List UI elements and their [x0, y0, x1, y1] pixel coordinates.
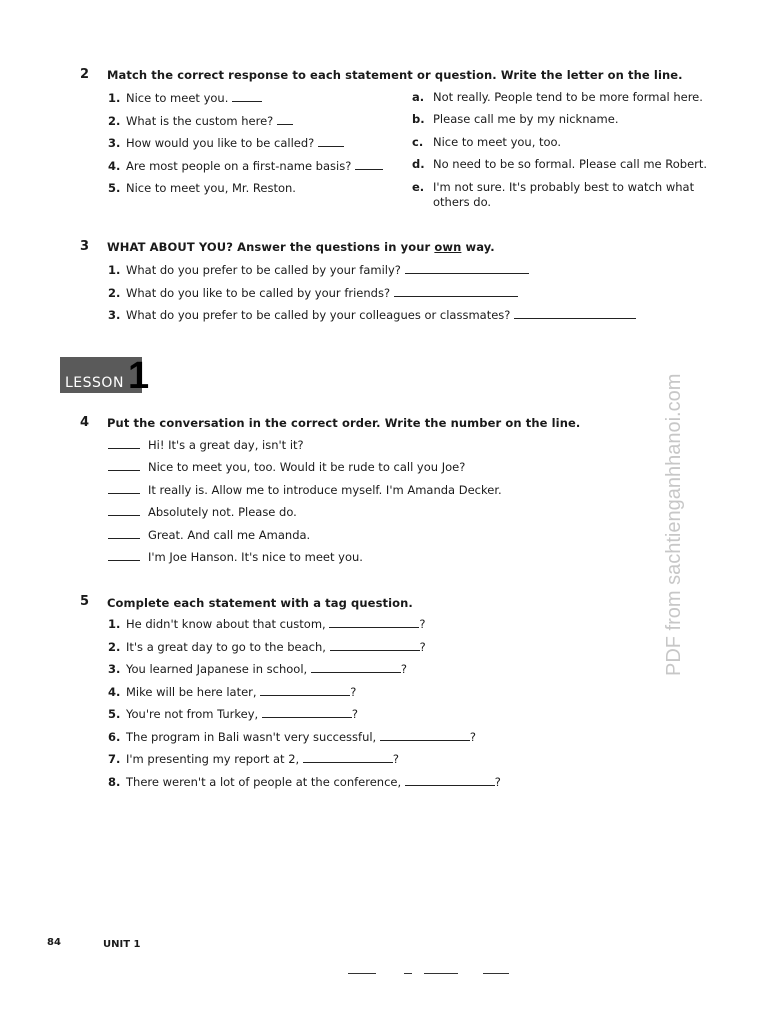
exercise-number: 2: [80, 67, 90, 82]
tag-question-item: 4. Mike will be here later, ?: [108, 685, 357, 699]
exercise-instruction: Put the conversation in the correct order. Write the number on the line.: [107, 416, 581, 430]
conversation-item: Hi! It's a great day, isn't it?: [108, 438, 304, 452]
order-blank[interactable]: [108, 483, 140, 494]
answer-blank[interactable]: [277, 114, 293, 125]
scan-mark: [404, 973, 412, 974]
response-item: a. Not really. People tend to be more formal here.: [412, 90, 703, 104]
answer-blank[interactable]: [303, 752, 393, 763]
answer-blank[interactable]: [311, 662, 401, 673]
lesson-header: [60, 355, 150, 397]
answer-blank[interactable]: [380, 730, 470, 741]
conversation-item: Great. And call me Amanda.: [108, 528, 310, 542]
answer-blank[interactable]: [262, 707, 352, 718]
exercise-instruction: Complete each statement with a tag question.: [107, 596, 413, 610]
answer-blank[interactable]: [260, 685, 350, 696]
order-blank[interactable]: [108, 505, 140, 516]
match-item: 2. What is the custom here?: [108, 114, 293, 128]
answer-blank[interactable]: [329, 617, 419, 628]
tag-question-item: 3. You learned Japanese in school, ?: [108, 662, 407, 676]
exercise-number: 3: [80, 239, 90, 254]
conversation-item: Absolutely not. Please do.: [108, 505, 297, 519]
exercise-number: 4: [80, 415, 90, 430]
exercise-instruction: WHAT ABOUT YOU? Answer the questions in your own way.: [107, 240, 495, 254]
response-item: e. I'm not sure. It's probably best to watch what: [412, 180, 695, 194]
lesson-label: LESSON: [65, 375, 124, 391]
question-item: 2. What do you like to be called by your friends?: [108, 286, 518, 300]
conversation-item: I'm Joe Hanson. It's nice to meet you.: [108, 550, 363, 564]
answer-line[interactable]: [405, 263, 529, 274]
answer-blank[interactable]: [318, 136, 344, 147]
match-item: 4. Are most people on a first-name basis?: [108, 159, 383, 173]
tag-question-item: 7. I'm presenting my report at 2, ?: [108, 752, 399, 766]
response-item: c. Nice to meet you, too.: [412, 135, 562, 149]
tag-question-item: 2. It's a great day to go to the beach, ?: [108, 640, 426, 654]
answer-blank[interactable]: [232, 91, 262, 102]
question-item: 3. What do you prefer to be called by your colleagues or classmates?: [108, 308, 636, 322]
page-number: 84: [47, 937, 61, 948]
tag-question-item: 8. There weren't a lot of people at the conference, ?: [108, 775, 501, 789]
response-item: b. Please call me by my nickname.: [412, 112, 619, 126]
match-item: 1. Nice to meet you.: [108, 91, 262, 105]
tag-question-item: 6. The program in Bali wasn't very successful, ?: [108, 730, 476, 744]
match-item: 5. Nice to meet you, Mr. Reston.: [108, 181, 296, 195]
answer-blank[interactable]: [330, 640, 420, 651]
answer-line[interactable]: [514, 308, 636, 319]
question-item: 1. What do you prefer to be called by your family?: [108, 263, 529, 277]
response-item: d. No need to be so formal. Please call me Robert.: [412, 157, 708, 171]
answer-blank[interactable]: [355, 159, 383, 170]
scan-mark: [483, 973, 509, 974]
response-item-continuation: others do.: [433, 195, 492, 209]
order-blank[interactable]: [108, 550, 140, 561]
tag-question-item: 5. You're not from Turkey, ?: [108, 707, 358, 721]
conversation-item: It really is. Allow me to introduce myself. I'm Amanda Decker.: [108, 483, 502, 497]
order-blank[interactable]: [108, 528, 140, 539]
order-blank[interactable]: [108, 438, 140, 449]
tag-question-item: 1. He didn't know about that custom, ?: [108, 617, 426, 631]
answer-blank[interactable]: [405, 775, 495, 786]
answer-line[interactable]: [394, 286, 518, 297]
exercise-instruction: Match the correct response to each statement or question. Write the letter on the line.: [107, 68, 683, 82]
exercise-number: 5: [80, 594, 90, 609]
watermark: PDF from sachtienganhhanoi.com: [663, 373, 685, 676]
conversation-item: Nice to meet you, too. Would it be rude to call you Joe?: [108, 460, 465, 474]
order-blank[interactable]: [108, 460, 140, 471]
unit-label: UNIT 1: [103, 939, 141, 950]
scan-mark: [424, 973, 458, 974]
match-item: 3. How would you like to be called?: [108, 136, 344, 150]
scan-mark: [348, 973, 376, 974]
lesson-number: 1: [128, 355, 150, 397]
